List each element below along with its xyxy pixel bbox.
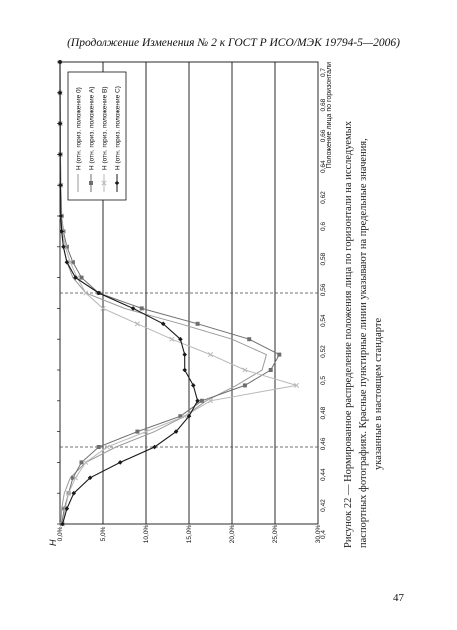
legend (68, 72, 126, 200)
series-point (89, 181, 93, 185)
series-point (84, 460, 88, 464)
series-point (97, 445, 101, 449)
series-point (191, 383, 196, 388)
x-tick-label: 0,66 (320, 129, 327, 143)
x-tick-label: 0,48 (320, 406, 327, 420)
y-tick-label: 0,0% (57, 526, 64, 542)
caption-line-2: паспортных фотографиях. Красные пунктирные линии указывают на предельные значения, (358, 138, 369, 548)
x-tick-label: 0,44 (320, 468, 327, 482)
series-point (182, 352, 187, 357)
figure-caption (343, 120, 384, 548)
x-tick-label: 0,62 (320, 191, 327, 204)
x-tick-label: 0,46 (320, 437, 327, 451)
x-tick-label: 0,6 (320, 222, 327, 232)
y-tick-labels (57, 525, 322, 544)
legend-label: H (отн. гориз. положение 0) (75, 87, 83, 170)
caption-line-1: Рисунок 22 — Нормированное распределение положения лица по горизонтали на исследуемых (343, 121, 354, 548)
series-point (80, 276, 84, 280)
series-point (196, 322, 200, 326)
series-point (269, 368, 273, 372)
y-tick-label: 25,0% (272, 524, 279, 544)
series-point (135, 322, 139, 326)
series-point (183, 414, 187, 418)
series-point (208, 352, 212, 356)
series-point (200, 399, 204, 403)
legend-label: H (отн. гориз. положение C) (114, 86, 122, 170)
series-point (182, 368, 187, 373)
x-tick-label: 0,7 (320, 68, 327, 78)
x-tick-label: 0,56 (320, 283, 327, 297)
x-tick-label: 0,42 (320, 499, 327, 512)
y-tick-label: 10,0% (143, 524, 150, 544)
x-tick-label: 0,58 (320, 252, 327, 266)
series-point (135, 430, 139, 434)
series-point (80, 460, 84, 464)
x-tick-label: 0,5 (320, 376, 327, 386)
legend-label: H (отн. гориз. положение A) (88, 86, 96, 170)
x-tick-label: 0,52 (320, 345, 327, 358)
x-axis-label: Положение лица по горизонтали (326, 62, 333, 169)
series-point (247, 337, 251, 341)
y-tick-label: 30,0% (315, 524, 322, 544)
series-point (118, 460, 123, 465)
y-axis-label: H (48, 539, 58, 546)
y-tick-label: 5,0% (100, 526, 107, 542)
series-point (277, 353, 281, 357)
x-tick-label: 0,4 (320, 530, 327, 540)
y-tick-label: 15,0% (186, 524, 193, 544)
legend-label: H (отн. гориз. положение B) (101, 86, 109, 170)
x-tick-label: 0,54 (320, 314, 327, 328)
page-number: 47 (393, 592, 404, 604)
series-point (140, 306, 144, 310)
page-header: (Продолжение Изменения № 2 к ГОСТ Р ИСО/МЭК 19794-5—2006) (67, 37, 400, 49)
series-point (170, 337, 174, 341)
y-tick-label: 20,0% (229, 524, 236, 544)
caption-line-3: указанные в настоящем стандарте (373, 317, 384, 470)
x-tick-label: 0,64 (320, 160, 327, 174)
horizontal-gridlines (103, 62, 275, 524)
x-tick-label: 0,68 (320, 98, 327, 112)
series-point (243, 383, 247, 387)
